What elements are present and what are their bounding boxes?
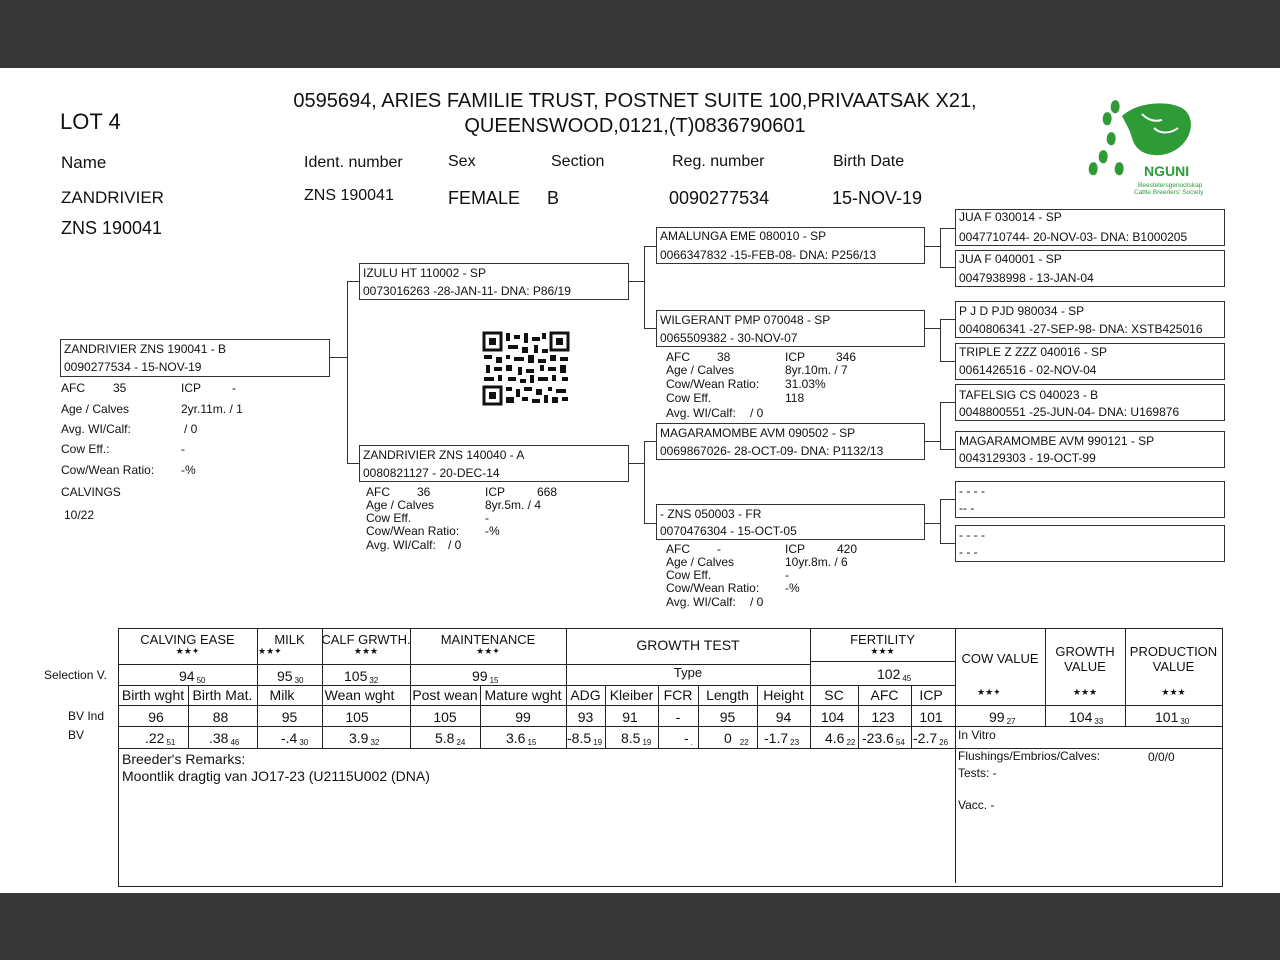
stars-cow: ★★✦ (977, 687, 1001, 697)
grp-calving-ease: CALVING EASE (140, 632, 235, 647)
pedigree-dam: ZANDRIVIER ZNS 140040 - A 0080821127 - 20-DEC-14 (359, 445, 629, 482)
grp-prod-value-1: PRODUCTION (1129, 644, 1218, 659)
qr-code[interactable] (482, 331, 570, 406)
nguni-logo (1082, 94, 1206, 198)
lot-number: LOT 4 (60, 109, 121, 134)
bv-cell: .38 $_{46}$ (209, 730, 240, 747)
selection-label: Selection V. (44, 668, 107, 682)
svg-text:NGUNI: NGUNI (1144, 163, 1190, 179)
stars-calving: ★★✦ (175, 646, 200, 656)
bv-cell: 8.5 $_{19}$ (621, 730, 652, 747)
owner-line-1: 0595694, ARIES FAMILIE TRUST, POSTNET SUITE 100,PRIVAATSAK X21, (293, 90, 977, 112)
bvind-cell: 101 (919, 709, 943, 725)
sel-calf: 105 $_{32}$ (344, 668, 379, 685)
pedigree-g3-6: MAGARAMOMBE AVM 990121 - SP 0043129303 - 19-OCT-99 (955, 431, 1225, 468)
tests: Tests: - (958, 766, 997, 780)
grp-fertility: FERTILITY (850, 632, 915, 647)
nguni-logo-icon (1082, 94, 1206, 198)
pedigree-dam-dam: - ZNS 050003 - FR 0070476304 - 15-OCT-05 (656, 504, 925, 540)
bvind-cell: - (675, 709, 681, 725)
bv-cell: -.4 $_{30}$ (281, 730, 309, 747)
animal-sex: FEMALE (448, 188, 521, 208)
col-milk: Milk (269, 687, 295, 703)
bv-cell: 3.9 $_{32}$ (349, 730, 380, 747)
bottom-dark-bar (0, 893, 1280, 960)
grp-growth-value-1: GROWTH (1055, 644, 1115, 659)
bv-label: BV (68, 728, 85, 742)
grp-maintenance: MAINTENANCE (440, 632, 536, 647)
qr-code-icon (482, 331, 570, 406)
stars-growth: ★★★ (1072, 687, 1098, 697)
col-post-wean: Post wean (412, 687, 478, 703)
header-section: Section (551, 153, 605, 170)
col-length: Length (706, 687, 749, 703)
pedigree-g3-8: - - - - - - - (955, 525, 1225, 562)
bv-cell: 4.6 $_{22}$ (825, 730, 856, 747)
sel-fert: 102 $_{45}$ (877, 666, 912, 683)
bv-cell: 0 $_{22}$ (724, 730, 749, 747)
bv-cell: -1.7 $_{23}$ (764, 730, 800, 747)
animal-name: ZANDRIVIER (61, 188, 164, 207)
bvind-cell: 104 (820, 709, 845, 725)
pedigree-g3-1: JUA F 030014 - SP 0047710744- 20-NOV-03- DNA: B1000205 (955, 209, 1225, 246)
production-value: 101 $_{30}$ (1155, 709, 1190, 726)
cow-value: 99 $_{27}$ (989, 709, 1016, 726)
pedigree-self: ZANDRIVIER ZNS 190041 - B 0090277534 - 15-NOV-19 (60, 339, 330, 377)
pedigree-g3-3: P J D PJD 980034 - SP 0040806341 -27-SEP-98- DNA: XSTB425016 (955, 301, 1225, 338)
remarks-label: Breeder's Remarks: (122, 751, 246, 767)
pedigree-g3-4: TRIPLE Z ZZZ 040016 - SP 0061426516 - 02-NOV-04 (955, 343, 1225, 380)
header-ident: Ident. number (304, 154, 403, 171)
stars-milk: ★★✦ (258, 646, 282, 656)
bvind-cell: 95 (719, 709, 736, 725)
bv-cell: -8.5 $_{19}$ (567, 730, 603, 747)
col-icp: ICP (919, 687, 943, 703)
stars-prod: ★★★ (1161, 687, 1186, 697)
grp-growth-value-2: VALUE (1064, 659, 1106, 674)
grp-type: Type (673, 665, 703, 680)
bvind-cell: 99 (515, 709, 531, 725)
bvind-cell: 91 (622, 709, 638, 725)
svg-text:Beestelersgenootskap: Beestelersgenootskap (1138, 182, 1203, 189)
bvind-cell: 96 (148, 709, 164, 725)
bv-cell: 3.6 $_{15}$ (506, 730, 537, 747)
bvind-cell: 105 (345, 709, 369, 725)
col-afc: AFC (870, 687, 899, 703)
bvind-cell: 88 (212, 709, 229, 725)
header-name: Name (61, 153, 107, 172)
pedigree-sire-dam: WILGERANT PMP 070048 - SP 0065509382 - 30-NOV-07 (656, 310, 925, 347)
col-kleiber: Kleiber (609, 687, 654, 703)
bvind-cell: 94 (775, 709, 792, 725)
bvind-label: BV Ind (68, 709, 105, 723)
bvind-cell: 105 (433, 709, 457, 725)
in-vitro-label: In Vitro (958, 728, 996, 742)
remarks-text: Moontlik dragtig van JO17-23 (U2115U002 (DNA) (122, 768, 430, 784)
col-birth-mat: Birth Mat. (192, 687, 253, 703)
animal-birth: 15-NOV-19 (832, 188, 923, 208)
bv-cell: -23.6 $_{54}$ (862, 730, 905, 747)
pedigree-sire: IZULU HT 110002 - SP 0073016263 -28-JAN-11- DNA: P86/19 (359, 263, 629, 300)
animal-reg: 0090277534 (669, 188, 770, 208)
bv-cell: .22 $_{51}$ (145, 730, 176, 747)
bv-cell: -2.7 $_{26}$ (913, 730, 949, 747)
bvind-cell: 123 (871, 709, 895, 725)
bv-cell: - $_.$ (684, 730, 693, 747)
animal-ident-2: ZNS 190041 (61, 218, 163, 238)
animal-ident: ZNS 190041 (304, 187, 394, 204)
header-sex: Sex (448, 153, 476, 170)
header-reg: Reg. number (672, 153, 765, 170)
growth-value: 104 $_{33}$ (1069, 709, 1104, 726)
sel-maint: 99 $_{15}$ (472, 668, 499, 685)
stars-maint: ★★✦ (476, 646, 500, 656)
pedigree-g3-7: - - - - -- - (955, 481, 1225, 518)
grp-milk: MILK (274, 632, 305, 647)
col-birth-wght: Birth wght (121, 687, 185, 703)
animal-section: B (547, 188, 560, 208)
col-height: Height (763, 687, 804, 703)
owner-line-2: QUEENSWOOD,0121,(T)0836790601 (464, 115, 806, 137)
pedigree-dam-sire: MAGARAMOMBE AVM 090502 - SP 0069867026- 28-OCT-09- DNA: P1132/13 (656, 423, 925, 460)
pedigree-g3-5: TAFELSIG CS 040023 - B 0048800551 -25-JUN-04- DNA: U169876 (955, 384, 1225, 421)
vaccinations: Vacc. - (958, 798, 995, 812)
grp-cow-value: COW VALUE (961, 651, 1039, 666)
grp-growth-test: GROWTH TEST (636, 637, 740, 653)
bv-cell: 5.8 $_{24}$ (435, 730, 466, 747)
grp-prod-value-2: VALUE (1152, 659, 1195, 674)
sel-calving: 94 $_{50}$ (179, 668, 206, 685)
flushings-label: Flushings/Embrios/Calves: (958, 749, 1101, 763)
bvind-cell: 95 (281, 709, 298, 725)
flushings-value: 0/0/0 (1148, 750, 1175, 764)
header-birth: Birth Date (833, 153, 905, 170)
pedigree-g3-2: JUA F 040001 - SP 0047938998 - 13-JAN-04 (955, 250, 1225, 287)
sel-milk: 95 $_{30}$ (277, 668, 304, 685)
col-adg: ADG (570, 687, 601, 703)
stars-calf: ★★★ (353, 646, 379, 656)
pedigree-sire-sire: AMALUNGA EME 080010 - SP 0066347832 -15-FEB-08- DNA: P256/13 (656, 227, 925, 264)
bvind-cell: 93 (577, 709, 594, 725)
stars-fert: ★★★ (870, 646, 895, 656)
col-wean-wght: Wean wght (324, 687, 395, 703)
col-fcr: FCR (663, 687, 693, 703)
col-sc: SC (824, 687, 844, 703)
top-dark-bar (0, 0, 1280, 68)
grp-calf-growth: CALF GRWTH. (321, 632, 411, 647)
svg-text:Cattle Breeders' Society: Cattle Breeders' Society (1134, 189, 1204, 196)
col-mature-wght: Mature wght (484, 687, 562, 703)
